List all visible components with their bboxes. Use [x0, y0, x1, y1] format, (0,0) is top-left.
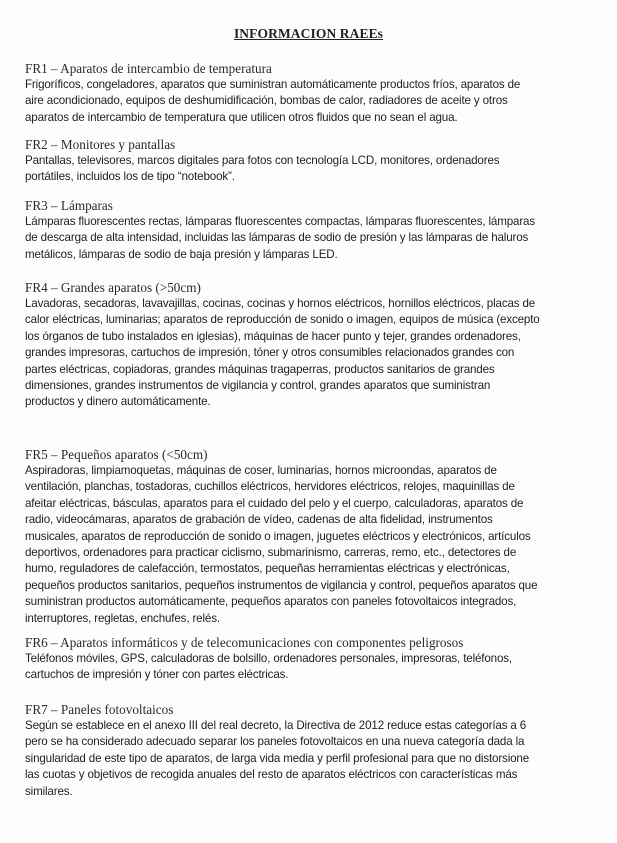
section-fr4	[25, 279, 595, 411]
section-heading: FR2 – Monitores y pantallas	[25, 137, 176, 152]
section-heading: FR6 – Aparatos informáticos y de telecomunicaciones con componentes peligrosos	[25, 635, 464, 650]
section-heading: FR4 – Grandes aparatos (>50cm)	[25, 280, 201, 295]
section-fr3	[25, 197, 595, 263]
section-fr5	[25, 446, 595, 627]
section-fr7	[25, 701, 595, 800]
section-body: Aspiradoras, limpiamoquetas, máquinas de coser, luminarias, hornos microondas, aparatos de ventilación, planchas, tostadoras, cuchillos eléctricos, hervidores eléctricos, relojes, maquinillas de afeitar eléctricas, básculas, aparatos para el cuidado del pelo y el cuerpo, calculadoras, aparatos de radio, videocámaras, aparatos de grabación de vídeo, cadenas de alta fidelidad, instrumentos musicales, aparatos de reproducción de sonido o imagen, juguetes eléctricos y electrónicos, artículos deportivos, ordenadores para practicar ciclismo, submarinismo, carreras, remo, etc., detectores de humo, reguladores de calefacción, termostatos, pequeñas herramientas eléctricas y electrónicas, pequeños productos sanitarios, pequeños instrumentos de vigilancia y control, pequeños aparatos que suministran productos automáticamente, pequeños aparatos con paneles fotovoltaicos integrados, interruptores, regletas, enchufes, relés.	[25, 464, 538, 625]
section-heading: FR5 – Pequeños aparatos (<50cm)	[25, 447, 208, 462]
section-heading: FR3 – Lámparas	[25, 198, 113, 213]
section-heading: FR1 – Aparatos de intercambio de temperatura	[25, 61, 272, 76]
section-heading: FR7 – Paneles fotovoltaicos	[25, 702, 174, 717]
section-body: Según se establece en el anexo III del real decreto, la Directiva de 2012 reduce estas categorías a 6 pero se ha considerado adecuado separar los paneles fotovoltaicos en una nueva categoría dada la singularidad de este tipo de aparatos, de larga vida media y perfil profesional para que no distorsione las cuotas y objetivos de recogida anuales del resto de aparatos eléctricos con características más similares.	[25, 719, 530, 798]
section-body: Lámparas fluorescentes rectas, lámparas fluorescentes compactas, lámparas fluorescentes, lámparas de descarga de alta intensidad, incluidas las lámparas de sodio de presión y las lámparas de haluros metálicos, lámparas de sodio de baja presión y lámparas LED.	[25, 215, 535, 261]
section-fr2	[25, 136, 595, 186]
section-body: Pantallas, televisores, marcos digitales para fotos con tecnología LCD, monitores, ordenadores portátiles, incluidos los de tipo “notebook”.	[25, 154, 500, 184]
section-fr6	[25, 634, 595, 684]
section-body: Lavadoras, secadoras, lavavajillas, cocinas, cocinas y hornos eléctricos, hornillos eléctricos, placas de calor eléctricas, luminarias; aparatos de reproducción de sonido o imagen, equipos de música (excepto los órganos de tubo instalados en iglesias), máquinas de hacer punto y tejer, grandes ordenadores, grandes impresoras, cartuchos de impresión, tóner y otros consumibles relacionados grandes con partes eléctricas, copiadoras, grandes máquinas tragaperras, productos sanitarios de grandes dimensiones, grandes instrumentos de vigilancia y control, grandes aparatos que suministran productos y dinero automáticamente.	[25, 297, 540, 409]
document-title: INFORMACION RAEEs	[233, 26, 384, 41]
section-body: Teléfonos móviles, GPS, calculadoras de bolsillo, ordenadores personales, impresoras, teléfonos, cartuchos de impresión y tóner con partes eléctricas.	[25, 652, 512, 682]
section-fr1	[25, 60, 595, 126]
section-body: Frigoríficos, congeladores, aparatos que suministran automáticamente productos fríos, aparatos de aire acondicionado, equipos de deshumidificación, bombas de calor, radiadores de aceite y otros aparatos de intercambio de temperatura que utilicen otros fluidos que no sean el agua.	[25, 78, 521, 124]
